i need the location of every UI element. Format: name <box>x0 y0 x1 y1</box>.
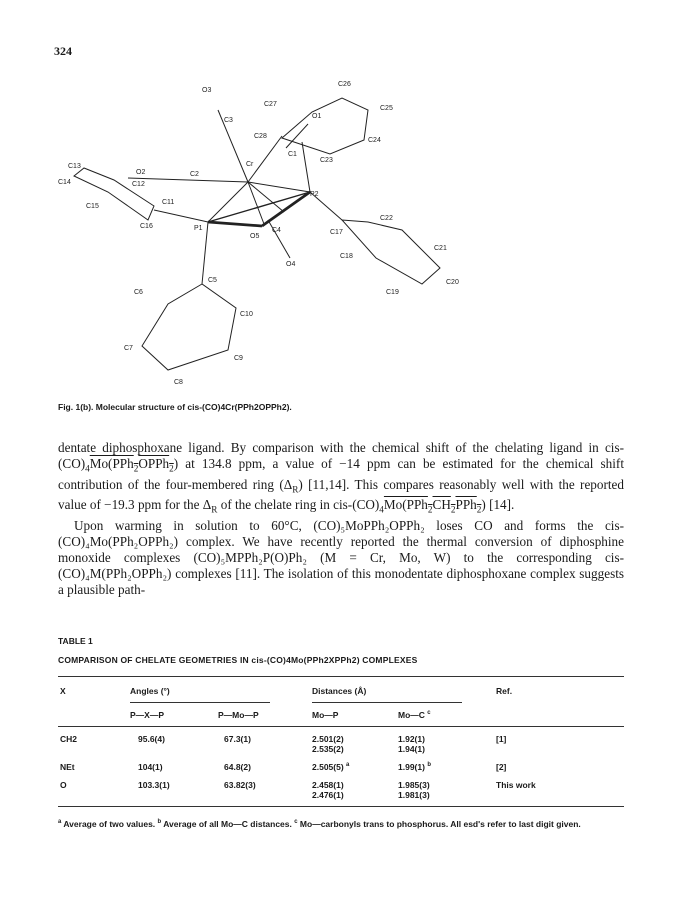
atom-label: C2 <box>190 171 199 178</box>
atom-label: C6 <box>134 289 143 296</box>
atom-label: C14 <box>58 179 71 186</box>
header-p-mo-p: P—Mo—P <box>218 710 259 720</box>
atom-label: C8 <box>174 379 183 386</box>
atom-label: C22 <box>380 215 393 222</box>
paragraph: dentate diphosphoxane ligand. By comparison with the chemical shift of the chelating ligand in cis-$(CO)_4Mo(PPh_2OPPh_2)$ at 134.8 ppm, a value of −14 ppm can be estimated for the chemical shift contribution of the four-membered ring $(\Delta_R)$ [11,14]. This compares reasonably well with the reported value of −19.3 ppm for the $\Delta_R$ of the chelate ring in cis-$(CO)_4Mo(PPh_2CH_2PPh_2)$ [14]. <box>58 440 624 515</box>
atom-label: Cr <box>246 161 254 168</box>
body-text <box>58 440 624 598</box>
atom-label: C27 <box>264 101 277 108</box>
row-ref: [2] <box>496 762 507 772</box>
row-p-x-p: 104(1) <box>138 762 163 772</box>
molecular-structure-figure <box>50 72 490 392</box>
atom-label: C17 <box>330 229 343 236</box>
row-p-x-p: 95.6(4) <box>138 734 165 744</box>
page-number: 324 <box>54 44 72 58</box>
row-p-x-p: 103.3(1) <box>138 780 170 790</box>
table-rule <box>58 806 624 807</box>
row-mo-p: 2.505(5) $^a$ <box>312 762 350 772</box>
atom-label: C23 <box>320 157 333 164</box>
atom-label: C26 <box>338 81 351 88</box>
table-rule <box>312 702 462 703</box>
row-mo-c: 1.92(1) 1.94(1) <box>398 734 425 754</box>
header-p-x-p: P—X—P <box>130 710 165 720</box>
atom-label: C15 <box>86 203 99 210</box>
atom-label: C1 <box>288 151 297 158</box>
atom-label: C28 <box>254 133 267 140</box>
atom-label: C4 <box>272 227 281 234</box>
row-mo-p: 2.458(1) 2.476(1) <box>312 780 344 800</box>
row-mo-c: 1.99(1) $^b$ <box>398 762 431 772</box>
table-rule <box>58 676 624 677</box>
atom-label: O3 <box>202 87 212 94</box>
paragraph: Upon warming in solution to 60°C, (CO)₅MoPPh₂OPPh₂ loses CO and forms the cis-(CO)₄Mo(PPh₂OPPh₂) complex. We have recently reported the thermal conversion of diphosphine monoxide complexes (CO)₅MPPh₂P(O)Ph₂ (M = Cr, Mo, W) to the corresponding cis-(CO)₄M(PPh₂OPPh₂) complexes [11]. The isolation of this monodentate diphosphoxane complex suggests a plausible path- <box>58 517 624 597</box>
atom-label: C5 <box>208 277 217 284</box>
atom-label: C13 <box>68 163 81 170</box>
atom-label: C19 <box>386 289 399 296</box>
atom-label: C11 <box>162 199 175 206</box>
atom-label: C12 <box>132 181 145 188</box>
header-ref: Ref. <box>496 686 513 696</box>
row-mo-c: 1.985(3) 1.981(3) <box>398 780 430 800</box>
table-rule <box>130 702 270 703</box>
header-mo-p: Mo—P <box>312 710 339 720</box>
header-distances: Distances (Å) <box>312 686 367 696</box>
atom-label: C18 <box>340 253 353 260</box>
row-x: NEt <box>60 762 75 772</box>
atom-label: C9 <box>234 355 243 362</box>
atom-label: O5 <box>250 233 260 240</box>
row-p-mo-p: 64.8(2) <box>224 762 251 772</box>
molecular-structure-drawing <box>50 72 490 392</box>
row-p-mo-p: 63.82(3) <box>224 780 256 790</box>
atom-label: C7 <box>124 345 133 352</box>
header-mo-c: Mo—C $^c$ <box>398 710 431 720</box>
atom-label: C25 <box>380 105 393 112</box>
atom-label: P2 <box>310 191 319 198</box>
row-mo-p: 2.501(2) 2.535(2) <box>312 734 344 754</box>
row-ref: [1] <box>496 734 507 744</box>
atom-label: C3 <box>224 117 233 124</box>
figure-caption: Fig. 1(b). Molecular structure of cis-(CO)4Cr(PPh2OPPh2). <box>58 402 292 412</box>
atom-label: C10 <box>240 311 253 318</box>
atom-label: C20 <box>446 279 459 286</box>
atom-label: C21 <box>434 245 447 252</box>
row-x: CH2 <box>60 734 78 744</box>
table-rule <box>58 726 624 727</box>
row-ref: This work <box>496 780 536 790</box>
atom-label: O2 <box>136 169 146 176</box>
atom-label: O4 <box>286 261 296 268</box>
table-footnotes: $^a$ Average of two values. $^b$ Average of all Mo—C distances. $^c$ Mo—carbonyls trans to phosphorus. All esd's refer to last digit given. <box>58 818 581 829</box>
table-title: COMPARISON OF CHELATE GEOMETRIES IN cis-(CO)4Mo(PPh2XPPh2) COMPLEXES <box>58 655 418 665</box>
row-x: O <box>60 780 67 790</box>
atom-label: O1 <box>312 113 322 120</box>
row-p-mo-p: 67.3(1) <box>224 734 251 744</box>
header-x: X <box>60 686 66 696</box>
atom-label: P1 <box>194 225 203 232</box>
header-angles: Angles (°) <box>130 686 170 696</box>
atom-label: C16 <box>140 223 153 230</box>
table-label: TABLE 1 <box>58 636 93 646</box>
atom-label: C24 <box>368 137 381 144</box>
